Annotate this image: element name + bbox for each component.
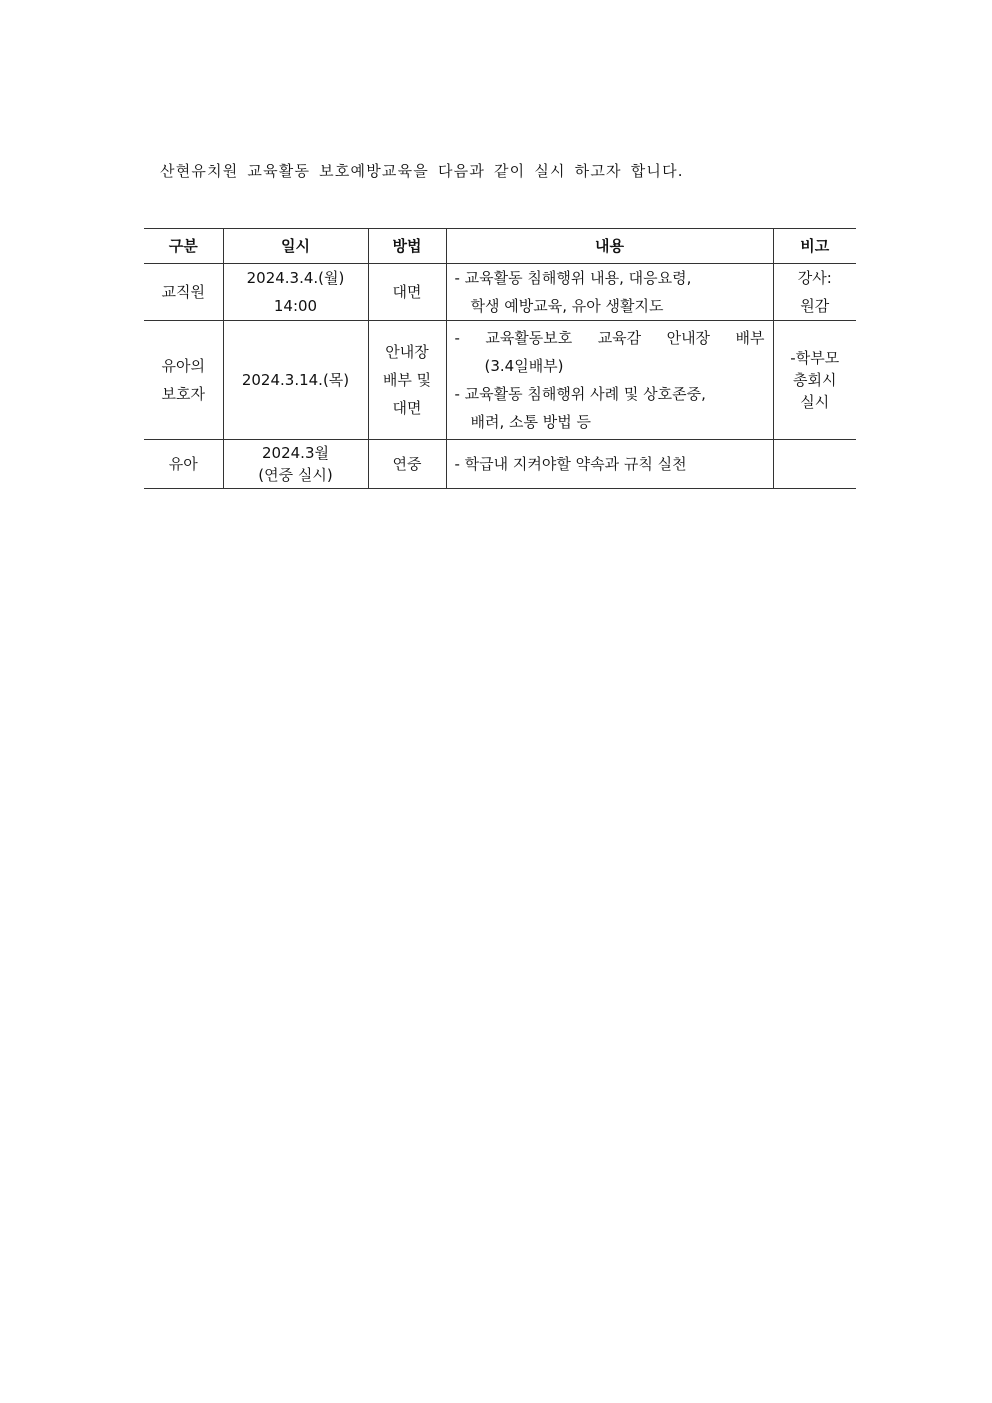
note-line: -학부모 xyxy=(790,349,840,367)
category-text: 교직원 xyxy=(161,283,205,301)
header-note: 비고 xyxy=(773,229,856,264)
note-line: 실시 xyxy=(800,393,830,411)
datetime-line: 2024.3.4.(월) xyxy=(246,269,345,287)
datetime-cell xyxy=(223,264,368,321)
header-method: 방법 xyxy=(368,229,446,264)
method-cell xyxy=(368,264,446,321)
table-row xyxy=(144,264,856,321)
intro-text: 산현유치원 교육활동 보호예방교육을 다음과 같이 실시 하고자 합니다. xyxy=(160,162,684,180)
content-word: 교육활동보호 xyxy=(485,329,573,347)
category-cell xyxy=(144,264,223,321)
note-cell xyxy=(773,264,856,321)
content-cell xyxy=(446,321,773,440)
header-content: 내용 xyxy=(446,229,773,264)
table-header-row xyxy=(144,229,856,264)
header-category: 구분 xyxy=(144,229,223,264)
method-cell xyxy=(368,321,446,440)
note-line: 총회시 xyxy=(793,371,837,389)
method-cell xyxy=(368,440,446,489)
method-text: 대면 xyxy=(392,283,422,301)
note-line: 강사: xyxy=(797,269,832,287)
category-cell xyxy=(144,321,223,440)
content-word: 안내장 xyxy=(666,329,711,347)
content-cell xyxy=(446,264,773,321)
content-line: 배려, 소통 방법 등 xyxy=(470,413,592,431)
datetime-line: 2024.3월 xyxy=(262,444,329,462)
category-line: 보호자 xyxy=(161,385,205,403)
content-line: - 학급내 지켜야할 약속과 규칙 실천 xyxy=(454,455,687,473)
datetime-line: (연중 실시) xyxy=(258,466,333,484)
content-cell xyxy=(446,440,773,489)
method-text: 연중 xyxy=(392,455,422,473)
content-line-justified xyxy=(455,324,765,352)
category-cell xyxy=(144,440,223,489)
note-line: 원감 xyxy=(800,297,830,315)
content-line: (3.4일배부) xyxy=(484,357,564,375)
content-line: 학생 예방교육, 유아 생활지도 xyxy=(470,297,664,315)
method-line: 안내장 xyxy=(385,343,429,361)
note-cell xyxy=(773,321,856,440)
content-word: - xyxy=(454,329,460,347)
note-cell xyxy=(773,440,856,489)
datetime-cell xyxy=(223,440,368,489)
method-line: 대면 xyxy=(392,399,422,417)
category-text: 유아 xyxy=(168,455,198,473)
content-line: - 교육활동 침해행위 사례 및 상호존중, xyxy=(454,385,706,403)
datetime-cell xyxy=(223,321,368,440)
category-line: 유아의 xyxy=(161,357,205,375)
table-row xyxy=(144,440,856,489)
datetime-line: 2024.3.14.(목) xyxy=(241,371,350,389)
table-row xyxy=(144,321,856,440)
method-line: 배부 및 xyxy=(382,371,432,389)
datetime-line: 14:00 xyxy=(273,297,318,315)
header-datetime: 일시 xyxy=(223,229,368,264)
content-line: - 교육활동 침해행위 내용, 대응요령, xyxy=(454,269,692,287)
education-plan-table xyxy=(144,228,856,489)
content-word: 교육감 xyxy=(597,329,642,347)
content-word: 배부 xyxy=(735,329,765,347)
